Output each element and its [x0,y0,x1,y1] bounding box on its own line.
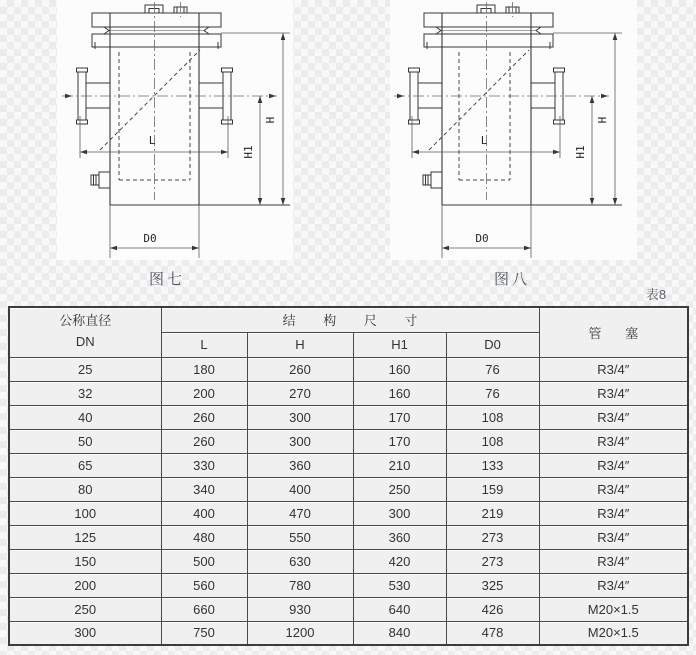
table-row [9,381,688,405]
cell-h1: 160 [353,381,446,405]
cell-d0: 133 [446,453,539,477]
header-structure-dimensions: 结 构 尺 寸 [161,307,539,332]
table-header [9,307,688,357]
cell-h1: 420 [353,549,446,573]
cell-d0: 325 [446,573,539,597]
cell-plug: R3/4″ [539,357,688,381]
table-row [9,549,688,573]
figure-8-drawing [394,2,622,258]
header-diameter-cn: 公称直径 [59,313,112,329]
cell-h1: 250 [353,477,446,501]
cell-plug: R3/4″ [539,477,688,501]
cell-dn: 300 [9,621,161,645]
header-H1: H1 [353,332,446,357]
header-nominal-diameter [9,307,161,357]
cell-plug: R3/4″ [539,453,688,477]
cell-plug: M20×1.5 [539,621,688,645]
cell-h: 630 [247,549,353,573]
header-diameter-dn: DN [75,334,95,350]
figure-7-caption: 图七 [148,271,185,288]
dim-label-D0: D0 [475,232,489,245]
cell-h1: 160 [353,357,446,381]
cell-l: 330 [161,453,247,477]
cell-d0: 159 [446,477,539,501]
cell-dn: 150 [9,549,161,573]
cell-h: 470 [247,501,353,525]
header-D0: D0 [446,332,539,357]
technical-drawing-svg [0,0,696,300]
table-row [9,477,688,501]
cell-d0: 76 [446,381,539,405]
cell-dn: 125 [9,525,161,549]
header-pipe-plug: 管 塞 [539,307,688,357]
cell-dn: 40 [9,405,161,429]
cell-h: 930 [247,597,353,621]
cell-dn: 32 [9,381,161,405]
cell-plug: R3/4″ [539,501,688,525]
cell-l: 180 [161,357,247,381]
cell-d0: 273 [446,549,539,573]
cell-l: 560 [161,573,247,597]
cell-l: 260 [161,405,247,429]
cell-dn: 250 [9,597,161,621]
table-row [9,525,688,549]
cell-l: 260 [161,429,247,453]
cell-d0: 478 [446,621,539,645]
table-row [9,621,688,645]
cell-l: 200 [161,381,247,405]
cell-d0: 108 [446,429,539,453]
cell-plug: R3/4″ [539,429,688,453]
cell-plug: R3/4″ [539,381,688,405]
cell-h1: 300 [353,501,446,525]
cell-l: 500 [161,549,247,573]
dim-label-H1: H1 [574,145,587,159]
table-body [9,357,688,645]
table-row [9,429,688,453]
cell-h: 360 [247,453,353,477]
cell-d0: 76 [446,357,539,381]
cell-plug: M20×1.5 [539,597,688,621]
cell-l: 660 [161,597,247,621]
cell-dn: 50 [9,429,161,453]
dim-label-H: H [264,116,277,124]
cell-h: 1200 [247,621,353,645]
cell-plug: R3/4″ [539,405,688,429]
cell-h: 300 [247,429,353,453]
table-row [9,501,688,525]
table-number-label: 表8 [645,287,667,302]
table-row [9,573,688,597]
cell-plug: R3/4″ [539,573,688,597]
cell-h1: 170 [353,405,446,429]
figure-8-caption: 图八 [493,271,530,288]
cell-l: 480 [161,525,247,549]
table-row [9,597,688,621]
cell-h: 260 [247,357,353,381]
cell-d0: 108 [446,405,539,429]
header-L: L [161,332,247,357]
dim-label-H: H [596,116,609,124]
cell-plug: R3/4″ [539,525,688,549]
cell-h: 550 [247,525,353,549]
dim-label-D0: D0 [143,232,157,245]
cell-dn: 25 [9,357,161,381]
cell-h1: 530 [353,573,446,597]
cell-h: 780 [247,573,353,597]
table-row [9,405,688,429]
cell-l: 340 [161,477,247,501]
cell-h1: 360 [353,525,446,549]
header-H: H [247,332,353,357]
table-row [9,453,688,477]
cell-d0: 426 [446,597,539,621]
cell-l: 750 [161,621,247,645]
dim-label-L: L [148,134,156,147]
cell-plug: R3/4″ [539,549,688,573]
figure-7-drawing [62,2,290,258]
cell-d0: 273 [446,525,539,549]
cell-d0: 219 [446,501,539,525]
cell-dn: 200 [9,573,161,597]
dim-label-L: L [480,134,488,147]
cell-dn: 100 [9,501,161,525]
dimension-table [8,306,689,646]
table-row [9,357,688,381]
cell-h: 300 [247,405,353,429]
cell-h1: 840 [353,621,446,645]
cell-h: 400 [247,477,353,501]
cell-h1: 210 [353,453,446,477]
cell-h: 270 [247,381,353,405]
dim-label-H1: H1 [242,145,255,159]
cell-l: 400 [161,501,247,525]
cell-h1: 170 [353,429,446,453]
cell-h1: 640 [353,597,446,621]
cell-dn: 65 [9,453,161,477]
cell-dn: 80 [9,477,161,501]
